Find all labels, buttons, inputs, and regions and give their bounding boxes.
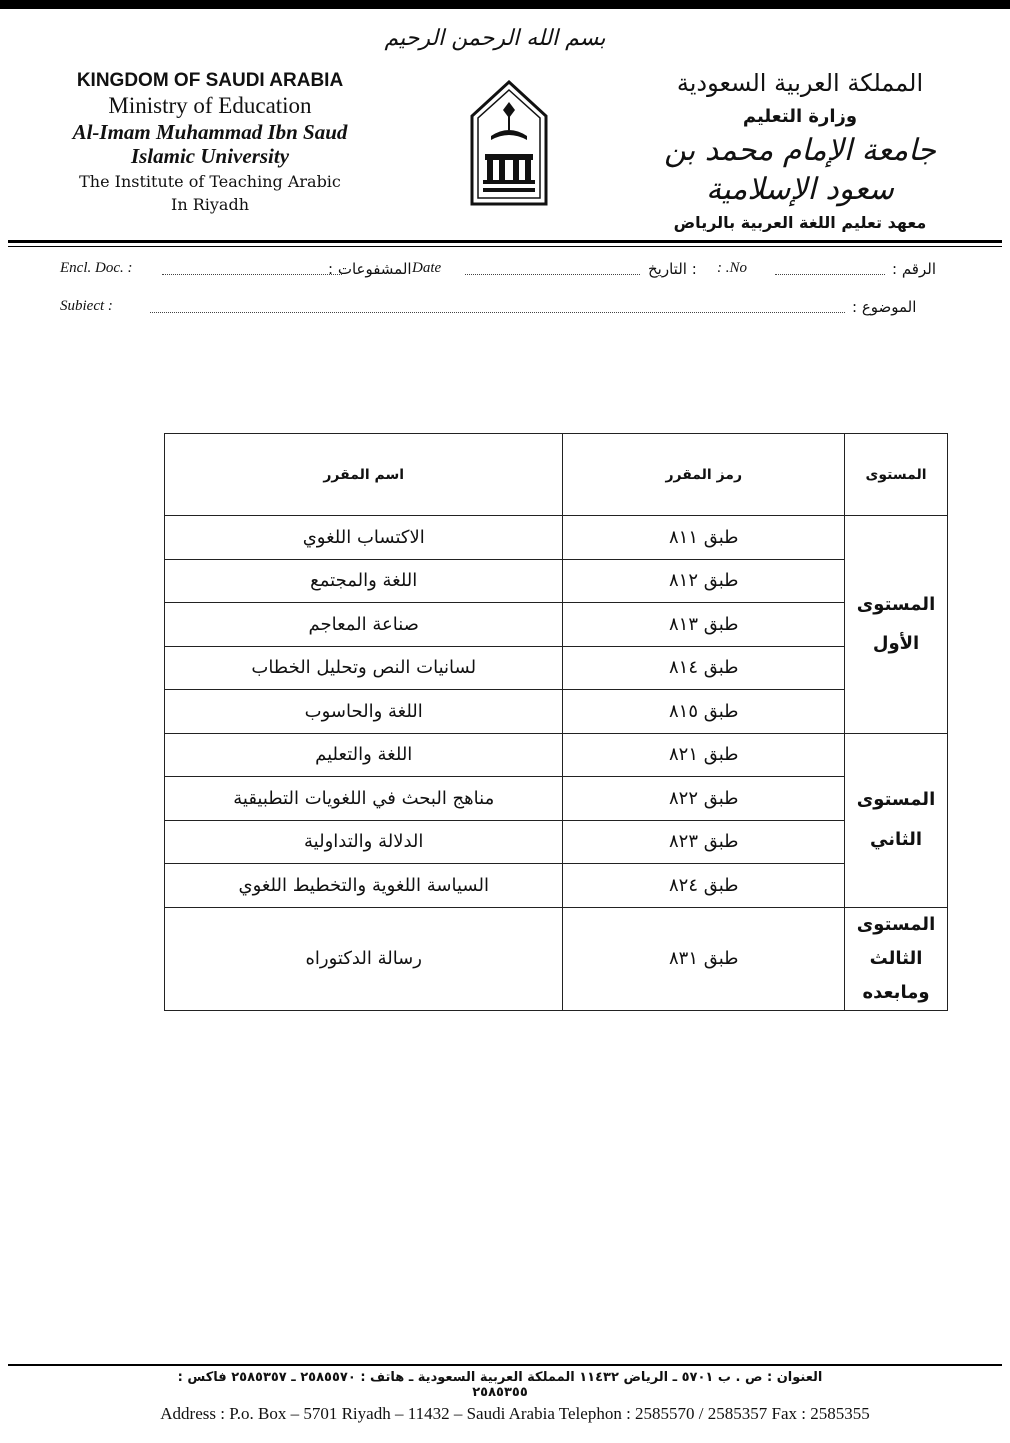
encl-field xyxy=(162,274,342,275)
header-code: رمز المقرر xyxy=(563,434,845,516)
header-divider xyxy=(8,240,1002,243)
table-header-row xyxy=(165,434,948,516)
english-letterhead xyxy=(30,70,390,215)
table-row xyxy=(165,690,948,734)
level-label: المستوى xyxy=(856,913,936,935)
table-row xyxy=(165,516,948,560)
course-code: طبق ٨٢٢ xyxy=(563,777,845,821)
footer-address-en: Address : P.o. Box – 5701 Riyadh – 11432 – Saudi Arabia Telephon : 2585570 / 2585357 Fax : 2585355 xyxy=(160,1404,870,1423)
date-field xyxy=(465,274,640,275)
footer-address-ar: العنوان : ص . ب ٥٧٠١ ـ الرياض ١١٤٣٢ المملكة العربية السعودية ـ هاتف : ٢٥٨٥٥٧٠ ـ ٢٥٨٥٣٥٧ فاكس : ٢٥٨٥٣٥٥ xyxy=(177,1370,823,1400)
en-institute: The Institute of Teaching Arabic xyxy=(79,172,341,192)
number-field xyxy=(775,274,885,275)
university-logo xyxy=(469,80,549,206)
course-name: الاكتساب اللغوي xyxy=(165,516,563,560)
table-row xyxy=(165,646,948,690)
ar-university: جامعة الإمام محمد بن سعود الإسلامية xyxy=(664,132,936,207)
header-divider-thin xyxy=(8,246,1002,247)
course-code: طبق ٨٢٣ xyxy=(563,820,845,864)
level-label: الأول xyxy=(872,633,920,655)
level-3-cell xyxy=(845,907,948,1011)
subject-label-ar: الموضوع : xyxy=(852,298,917,316)
basmala: بسم الله الرحمن الرحيم xyxy=(384,26,606,51)
ar-ministry: وزارة التعليم xyxy=(742,106,858,128)
subject-field xyxy=(150,312,845,313)
encl-label-en: Encl. Doc. : xyxy=(60,260,133,276)
header-name: اسم المقرر xyxy=(165,434,563,516)
subject-label-en: Subiect : xyxy=(60,298,113,314)
level-label: الثالث xyxy=(869,947,923,969)
level-label: ومابعده xyxy=(862,981,930,1003)
no-label-ar: الرقم : xyxy=(892,260,936,278)
level-1-cell xyxy=(845,516,948,734)
courses-table xyxy=(164,433,948,1011)
table-row xyxy=(165,864,948,908)
course-code: طبق ٨١٤ xyxy=(563,646,845,690)
course-code: طبق ٨١٥ xyxy=(563,690,845,734)
course-name: اللغة والتعليم xyxy=(165,733,563,777)
course-code: طبق ٨٢٤ xyxy=(563,864,845,908)
course-code: طبق ٨٢١ xyxy=(563,733,845,777)
ar-kingdom: المملكة العربية السعودية xyxy=(676,69,924,97)
reference-row xyxy=(40,260,970,282)
date-label-en: Date xyxy=(412,260,442,276)
course-name: رسالة الدكتوراه xyxy=(165,907,563,1011)
course-code: طبق ٨١٢ xyxy=(563,559,845,603)
level-label: المستوى xyxy=(856,789,936,811)
course-name: مناهج البحث في اللغويات التطبيقية xyxy=(165,777,563,821)
table-row xyxy=(165,777,948,821)
table-row xyxy=(165,559,948,603)
en-university-2: Islamic University xyxy=(130,144,290,169)
en-university-1: Al-Imam Muhammad Ibn Saud xyxy=(72,119,348,144)
course-name: السياسة اللغوية والتخطيط اللغوي xyxy=(165,864,563,908)
arabic-letterhead xyxy=(640,68,960,233)
table-row xyxy=(165,603,948,647)
course-name: الدلالة والتداولية xyxy=(165,820,563,864)
encl-label-ar: المشفوعات : xyxy=(328,260,412,278)
en-ministry: Ministry of Education xyxy=(108,93,312,119)
course-name: صناعة المعاجم xyxy=(165,603,563,647)
table-row xyxy=(165,907,948,1011)
level-2-cell xyxy=(845,733,948,907)
course-name: اللغة والمجتمع xyxy=(165,559,563,603)
level-label: الثاني xyxy=(870,829,923,850)
table-row xyxy=(165,820,948,864)
course-code: طبق ٨٣١ xyxy=(563,907,845,1011)
course-name: لسانيات النص وتحليل الخطاب xyxy=(165,646,563,690)
level-label: المستوى xyxy=(856,593,936,615)
footer-divider xyxy=(8,1364,1002,1366)
date-label-ar: : التاريخ xyxy=(648,260,697,278)
header-level: المستوى xyxy=(845,434,948,516)
en-city: In Riyadh xyxy=(171,194,249,214)
ar-institute: معهد تعليم اللغة العربية بالرياض xyxy=(673,212,927,232)
no-label-en: : .No xyxy=(717,260,747,276)
course-code: طبق ٨١٣ xyxy=(563,603,845,647)
subject-row xyxy=(40,298,970,320)
course-name: اللغة والحاسوب xyxy=(165,690,563,734)
course-code: طبق ٨١١ xyxy=(563,516,845,560)
en-kingdom: KINGDOM OF SAUDI ARABIA xyxy=(76,70,344,91)
table-row xyxy=(165,733,948,777)
top-border xyxy=(0,0,1010,9)
